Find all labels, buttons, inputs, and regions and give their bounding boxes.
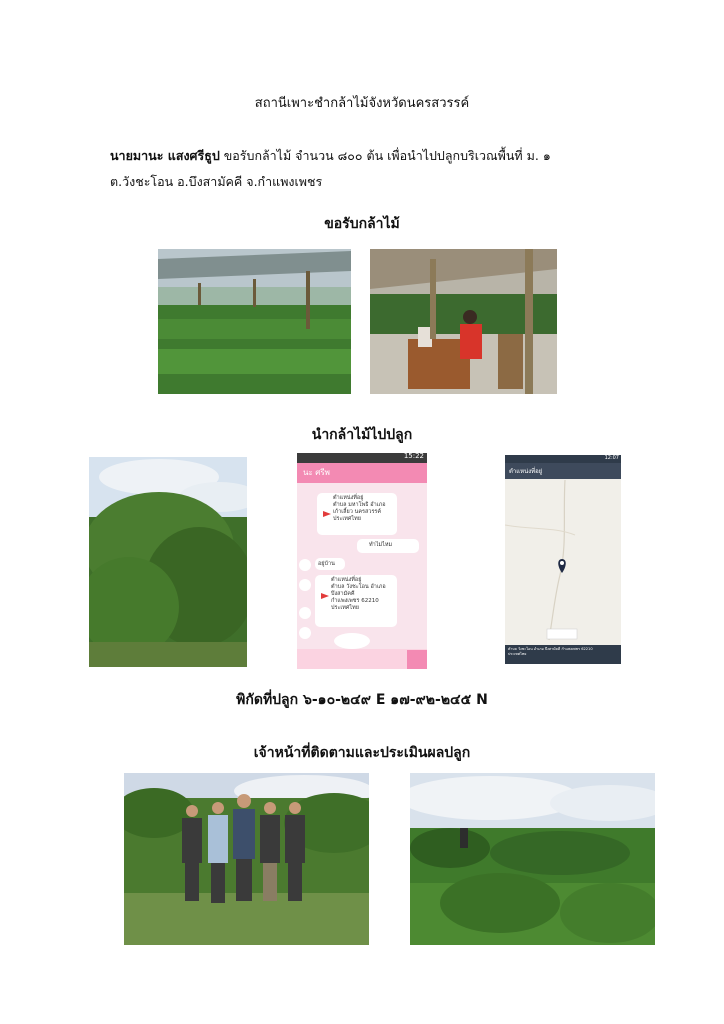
- chat-message-2-line2: ตำบล วังชะโอน อำเภอ: [331, 584, 386, 590]
- map-status-time: 12:07: [604, 455, 619, 461]
- officers-group-photo: [124, 773, 369, 945]
- section-heading-planting: นำกล้าไม้ไปปลูก: [311, 427, 413, 443]
- section-heading-monitoring: เจ้าหน้าที่ติดตามและประเมินผลปลูก: [253, 745, 471, 761]
- chat-message-1-title: ตำแหน่งที่อยู่: [333, 495, 364, 501]
- chat-time: 15:22: [403, 453, 424, 460]
- request-details: ขอรับกล้าไม้ จำนวน ๘๐๐ ต้น เพื่อนำไปปลูกบริเวณพื้นที่ ม. ๑: [219, 148, 551, 163]
- chat-message-1-line2: ตำบล มหาโพธิ อำเภอ: [333, 502, 386, 508]
- section-heading-receive-seedlings: ขอรับกล้าไม้: [324, 216, 400, 232]
- plantation-field-photo: [410, 773, 655, 945]
- chat-reply-1: ทำไม่ไหม: [369, 542, 393, 548]
- office-shelter-photo: [370, 249, 557, 394]
- map-header-title: ตำแหน่งที่อยู่: [509, 468, 543, 475]
- chat-message-2-title: ตำแหน่งที่อยู่: [331, 577, 362, 583]
- map-footer-line1: ตำบล วังชะโอน อำเภอ บึงสามัคคี กำแพงเพชร 62210: [508, 647, 593, 651]
- chat-message-2-line5: ประเทศไทย: [331, 605, 360, 611]
- requester-name: นายมานะ แสงศรีธูป: [110, 148, 220, 163]
- map-footer-address: [508, 647, 593, 657]
- chat-contact-name: นะ ศรีพ: [303, 468, 330, 477]
- planting-coordinates: พิกัดที่ปลูก ๖-๑๐-๒๔๙ E ๑๗-๙๒-๒๔๕ N: [236, 692, 488, 708]
- chat-message-1-line3: เก้าเลี้ยว นครสวรรค์: [333, 509, 382, 515]
- chat-reply-2: อยู่บ้าน: [318, 561, 335, 567]
- map-footer-line2: ประเทศไทย: [508, 652, 527, 656]
- request-paragraph-line2: ต.วังชะโอน อ.บึงสามัคคี จ.กำแพงเพชร: [110, 174, 323, 189]
- request-paragraph-line1: [110, 146, 551, 166]
- chat-message-2-line3: บึงสามัคคี: [331, 591, 355, 597]
- map-screenshot: [505, 455, 621, 664]
- chat-message-1: [333, 495, 386, 523]
- chat-message-2: [331, 577, 386, 612]
- document-title: สถานีเพาะชำกล้าไม้จังหวัดนครสวรรค์: [254, 96, 470, 111]
- chat-message-2-line4: กำแพงเพชร 62210: [331, 598, 379, 604]
- planted-tree-photo: [89, 457, 247, 667]
- nursery-photo: [158, 249, 351, 394]
- chat-message-1-line4: ประเทศไทย: [333, 516, 362, 522]
- line-chat-screenshot: [297, 453, 427, 669]
